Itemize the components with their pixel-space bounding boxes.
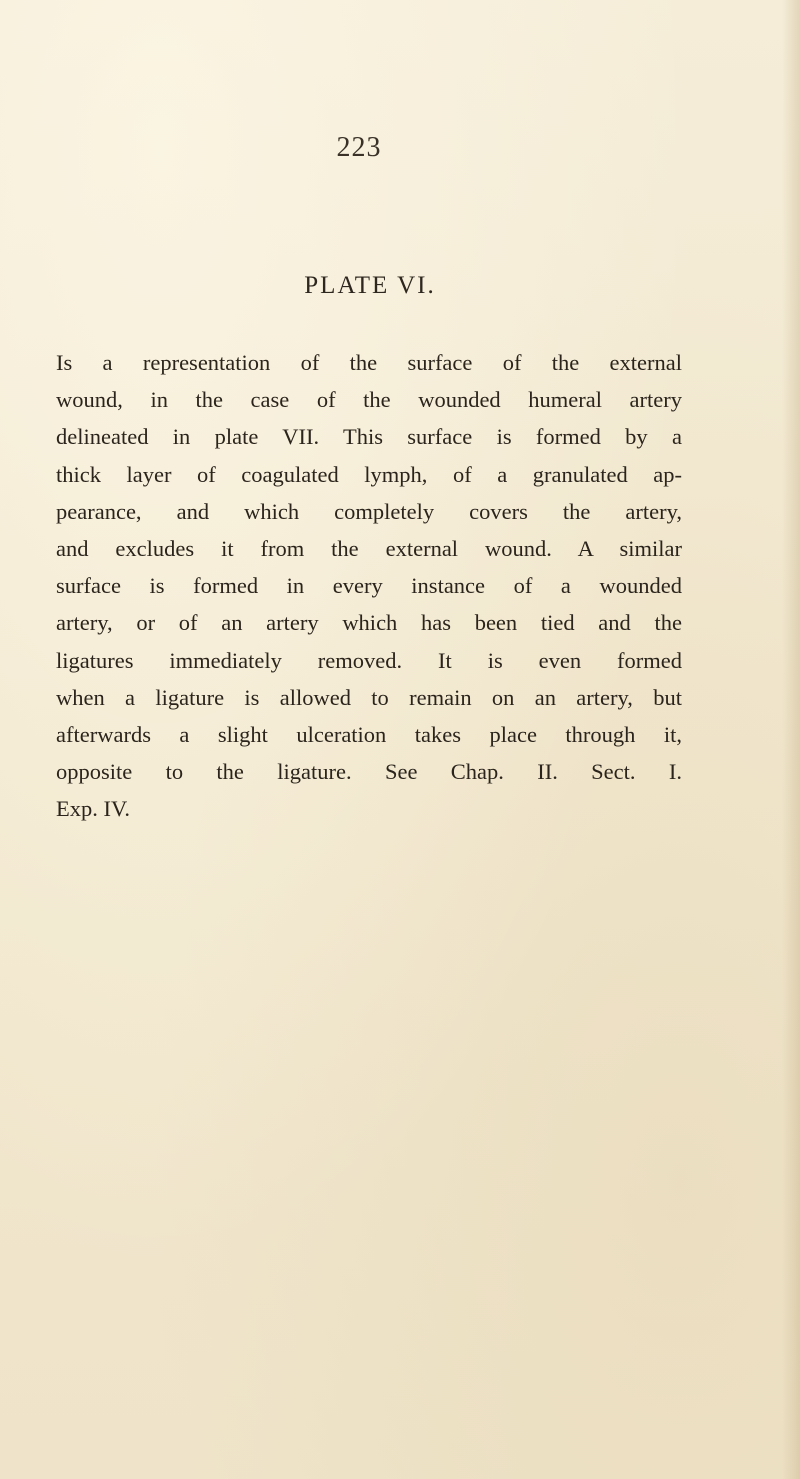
text-line: surface is formed in every instance of a wounded (56, 573, 682, 599)
plate-description (56, 344, 682, 828)
text-line: artery, or of an artery which has been tied and the (56, 610, 682, 636)
text-line: wound, in the case of the wounded humeral artery (56, 387, 682, 413)
text-line: Is a representation of the surface of the external (56, 350, 682, 375)
text-line: afterwards a slight ulceration takes place through it, (56, 722, 682, 748)
page-number: 223 (336, 132, 382, 163)
text-line: pearance, and which completely covers the artery, (56, 498, 682, 524)
text-line: ligatures immediately removed. It is even formed (56, 647, 682, 673)
text-line: thick layer of coagulated lymph, of a granulated ap- (56, 461, 682, 487)
text-line: opposite to the ligature. See Chap. II. Sect. I. (56, 759, 682, 785)
text-line: Exp. IV. (56, 796, 130, 822)
text-line: and excludes it from the external wound. A similar (56, 536, 682, 562)
text-line: delineated in plate VII. This surface is formed by a (56, 424, 682, 450)
plate-title: PLATE VI. (304, 272, 436, 299)
text-line: when a ligature is allowed to remain on an artery, but (56, 684, 682, 710)
page-edge-shadow (782, 0, 800, 1479)
